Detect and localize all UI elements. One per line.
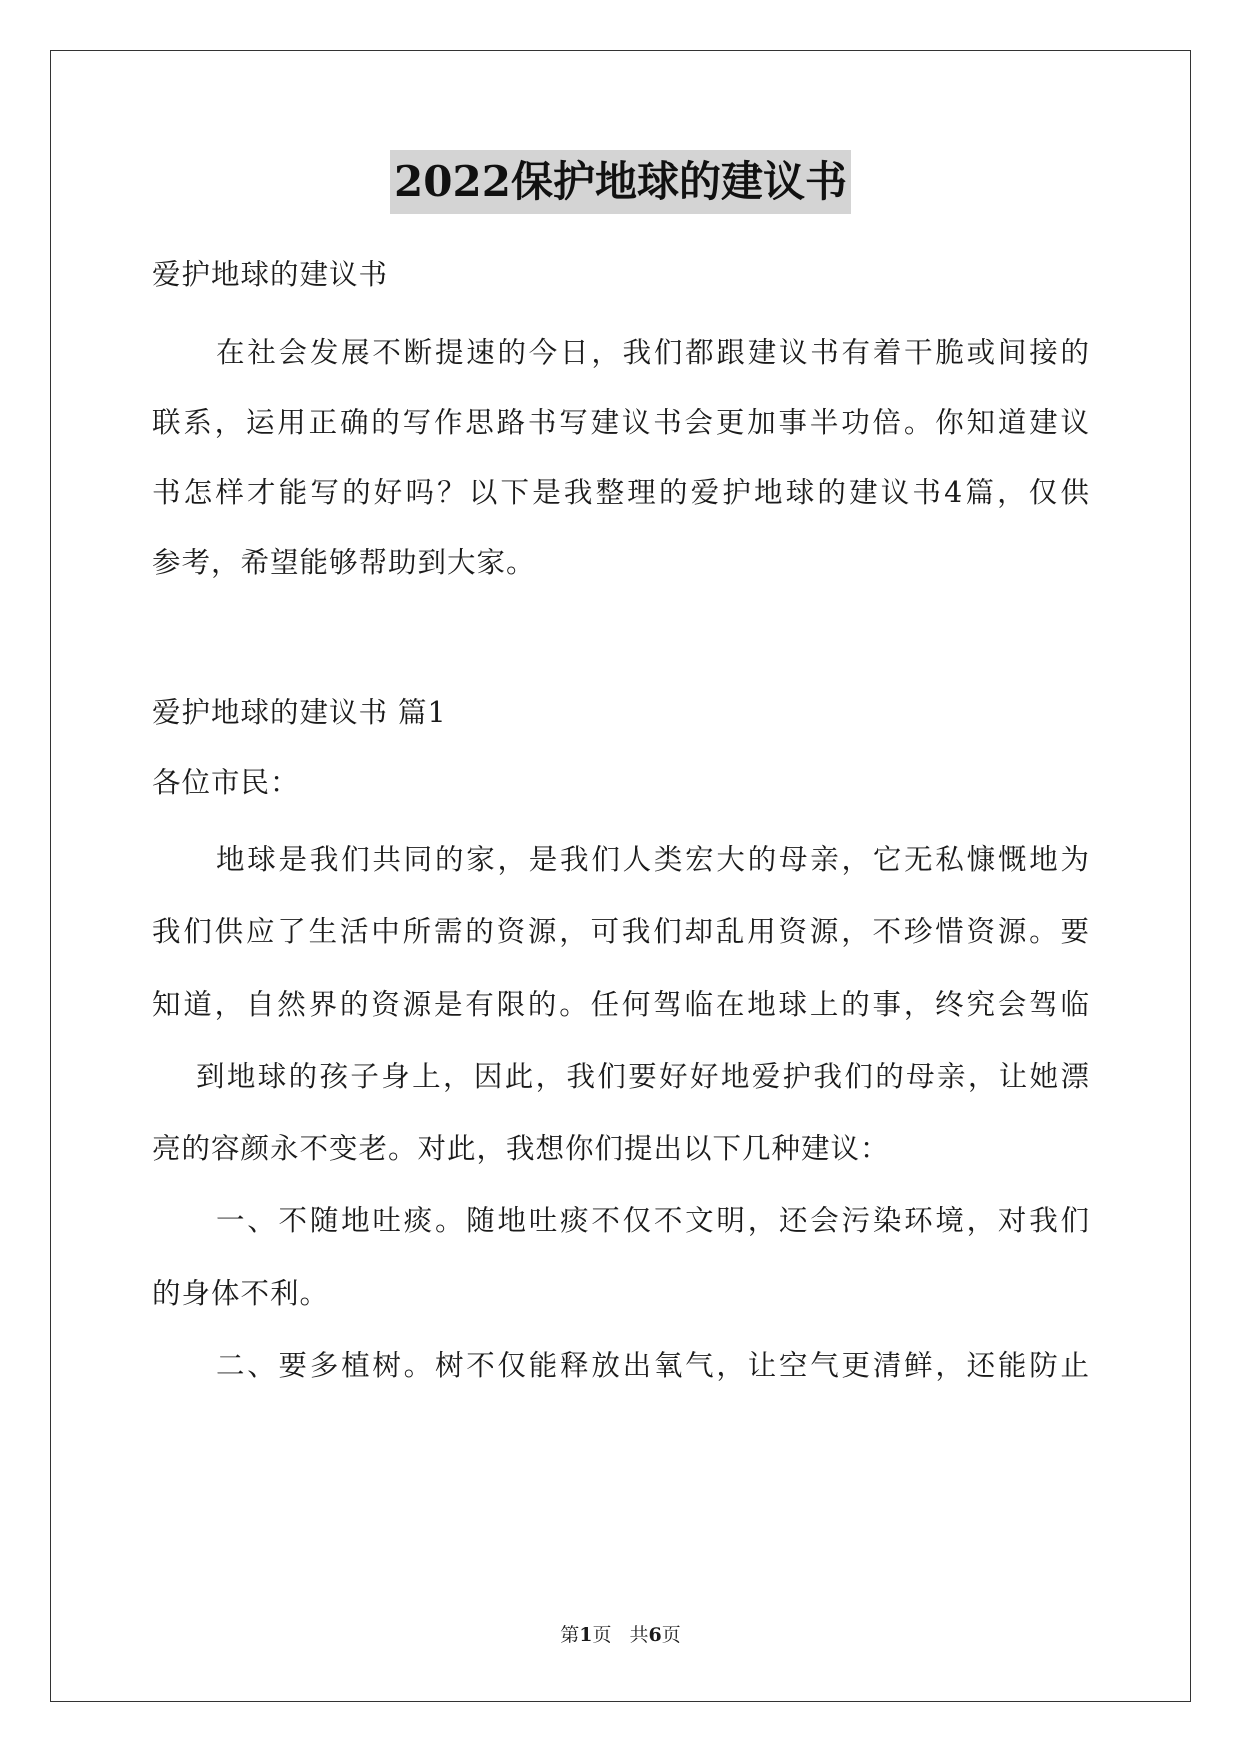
paragraph-line: 在社会发展不断提速的今日，我们都跟建议书有着干脆或间接的 <box>216 336 1089 369</box>
salutation-line: 各位市民： <box>152 766 300 799</box>
paragraph-line: 知道，自然界的资源是有限的。任何驾临在地球上的事，终究会驾临 <box>152 988 1089 1021</box>
paragraph-line: 参考，希望能够帮助到大家。 <box>152 546 536 579</box>
footer-page-current: 1 <box>579 1624 593 1646</box>
paragraph-line: 书怎样才能写的好吗？以下是我整理的爱护地球的建议书4篇，仅供 <box>152 476 1089 509</box>
paragraph-line: 地球是我们共同的家，是我们人类宏大的母亲，它无私慷慨地为 <box>216 843 1089 876</box>
title-container <box>0 150 1241 214</box>
paragraph-line: 亮的容颜永不变老。对此，我想你们提出以下几种建议： <box>152 1132 890 1165</box>
subtitle-line: 爱护地球的建议书 <box>152 258 389 291</box>
footer-page-suffix: 页 <box>592 1624 612 1646</box>
paragraph-line: 到地球的孩子身上，因此，我们要好好地爱护我们的母亲，让她漂 <box>196 1060 1089 1093</box>
paragraph-line: 的身体不利。 <box>152 1277 330 1310</box>
section-heading: 爱护地球的建议书 篇1 <box>152 696 447 729</box>
paragraph-line: 我们供应了生活中所需的资源，可我们却乱用资源，不珍惜资源。要 <box>152 915 1089 948</box>
page-footer <box>0 1620 1241 1647</box>
footer-total-prefix: 共 <box>629 1624 649 1646</box>
paragraph-line: 二、要多植树。树不仅能释放出氧气，让空气更清鲜，还能防止 <box>216 1349 1089 1382</box>
footer-page-prefix: 第 <box>560 1624 580 1646</box>
document-title: 2022保护地球的建议书 <box>390 150 851 214</box>
paragraph-line: 一、不随地吐痰。随地吐痰不仅不文明，还会污染环境，对我们 <box>216 1204 1089 1237</box>
footer-page-total: 6 <box>648 1624 662 1646</box>
footer-total-suffix: 页 <box>661 1624 681 1646</box>
paragraph-line: 联系，运用正确的写作思路书写建议书会更加事半功倍。你知道建议 <box>152 406 1089 439</box>
